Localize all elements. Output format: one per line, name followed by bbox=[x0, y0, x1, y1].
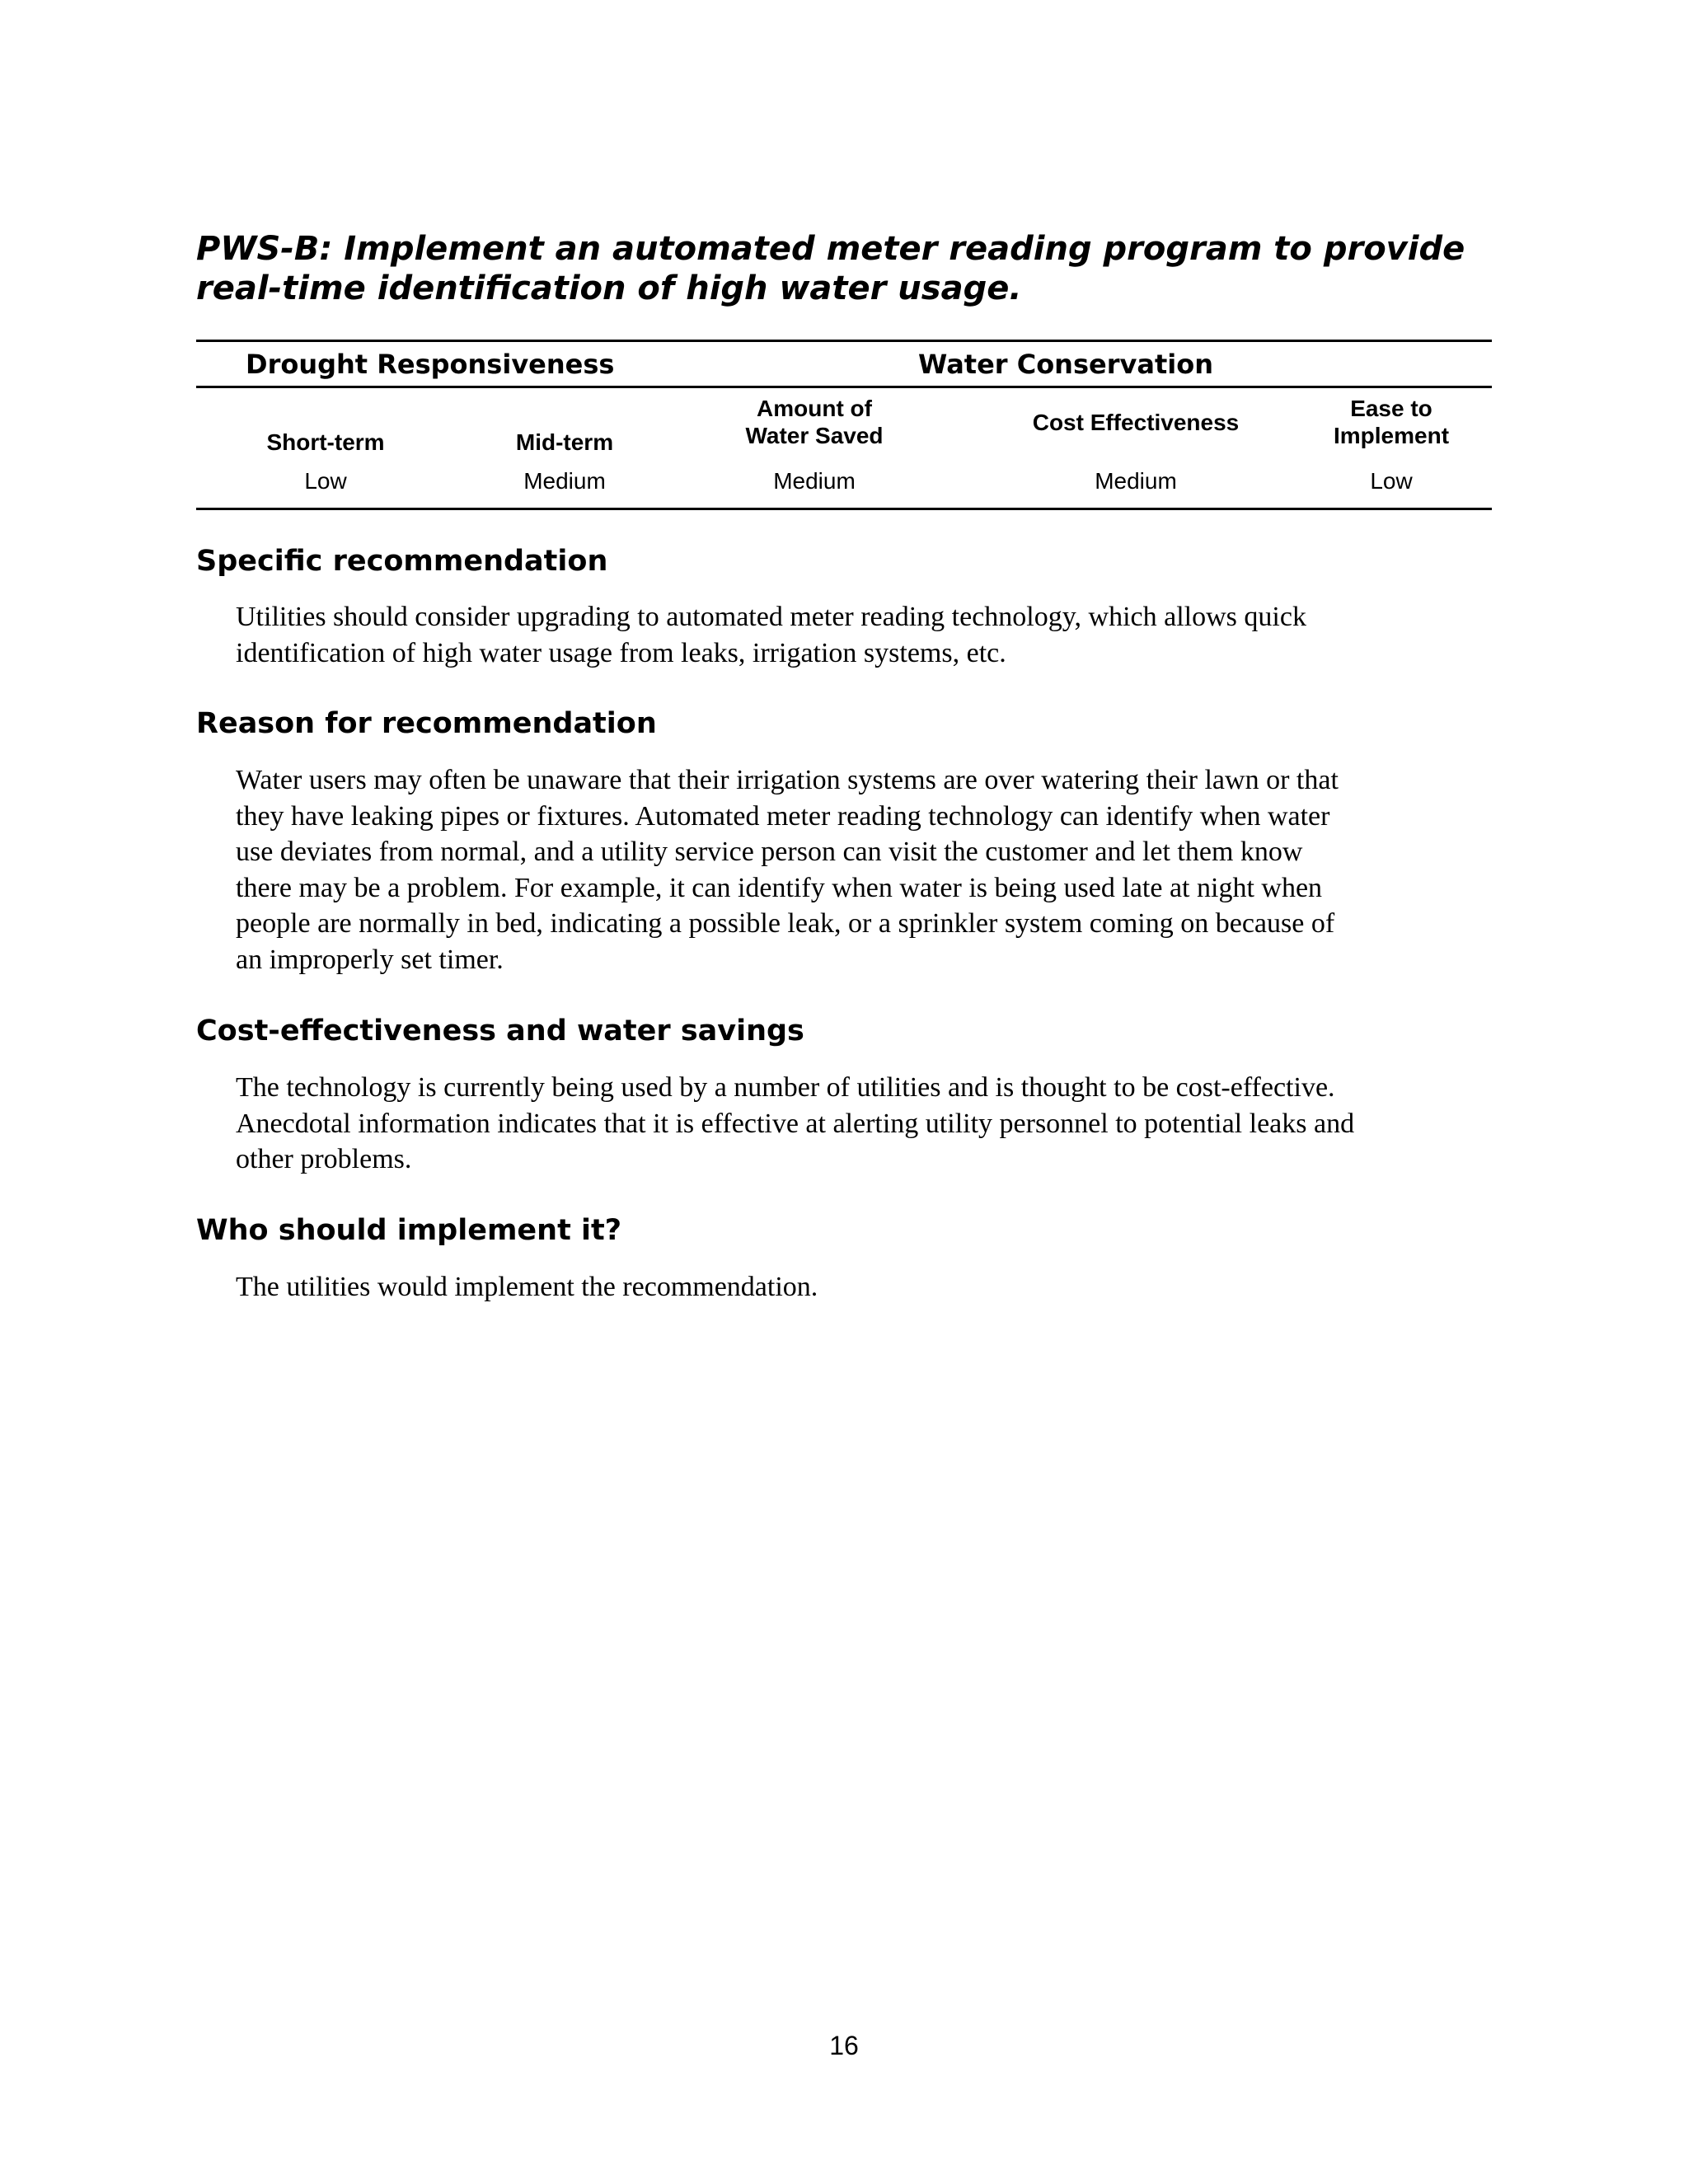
group-header-conservation: Water Conservation bbox=[918, 349, 1213, 380]
section-body: The utilities would implement the recommendation. bbox=[236, 1272, 818, 1302]
table-cell-amount-saved: Medium bbox=[773, 468, 856, 494]
table-cell-ease: Low bbox=[1370, 468, 1413, 494]
section-heading: Cost-effectiveness and water savings bbox=[196, 1015, 804, 1047]
title-line: real-time identification of high water usage. bbox=[196, 269, 1022, 307]
section-body: Water users may often be unaware that their irrigation systems are over watering their lawn or that they have leaking pipes or fixtures. Automated meter reading technology can identify when water use deviates from normal, and a utility service person can visit the customer and let them know there may be a problem. For example, it can identify when water is being used late at night when people are normally in bed, indicating a possible leak, or a sprinkler system coming on because of an improperly set timer. bbox=[236, 765, 1339, 975]
column-header-amount-saved: Amount of Water Saved bbox=[745, 396, 884, 448]
column-header-ease: Ease to Implement bbox=[1333, 396, 1450, 448]
section-heading: Reason for recommendation bbox=[196, 707, 657, 740]
title-line: PWS-B: Implement an automated meter reading program to provide bbox=[196, 230, 1465, 268]
section-body: Utilities should consider upgrading to automated meter reading technology, which allows quick identification of high water usage from leaks, irrigation systems, etc. bbox=[236, 602, 1306, 668]
page-title bbox=[196, 229, 1515, 308]
page-number: 16 bbox=[829, 2031, 859, 2060]
table-top-rule bbox=[196, 340, 1492, 342]
section-body: The technology is currently being used by a number of utilities and is thought to be cost-effective. Anecdotal information indicates that it is effective at alerting utility personnel to potential leaks and other problems. bbox=[236, 1072, 1355, 1174]
table-cell-mid-term: Medium bbox=[523, 468, 606, 494]
table-cell-cost-effectiveness: Medium bbox=[1095, 468, 1177, 494]
column-header-cost-effectiveness: Cost Effectiveness bbox=[1032, 410, 1240, 435]
table-cell-short-term: Low bbox=[304, 468, 347, 494]
group-header-rule bbox=[196, 386, 1492, 388]
table-bottom-rule bbox=[196, 508, 1492, 510]
section-heading: Specific recommendation bbox=[196, 545, 608, 578]
column-header-short-term: Short-term bbox=[266, 429, 385, 455]
section-heading: Who should implement it? bbox=[196, 1214, 622, 1247]
column-header-mid-term: Mid-term bbox=[515, 429, 614, 455]
group-header-drought: Drought Responsiveness bbox=[246, 349, 615, 380]
